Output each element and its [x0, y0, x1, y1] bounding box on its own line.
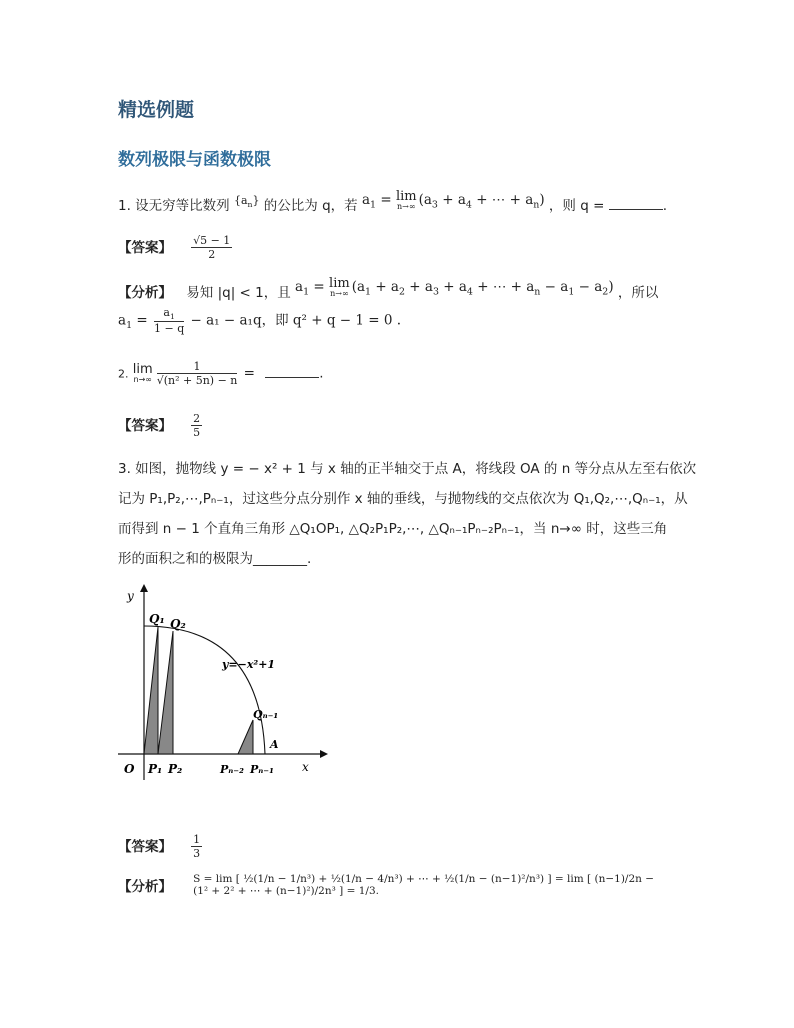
- question-1: 1. 设无穷等比数列 $^{\{a_n\}}$ 的公比为 q，若 $a_1$ = lim n→∞ ($a_3 + a_4$ + ⋯ + $a_n$) ，则 q = .: [118, 189, 667, 214]
- q3-answer-row: [118, 833, 204, 860]
- q2-fraction: $\frac{1}{\text{√(n² + 5n) − n}}$: [156, 360, 238, 388]
- label-pn2: Pₙ₋₂: [220, 763, 244, 776]
- q1-suffix: ，则 q =: [548, 198, 605, 214]
- q1-analysis-line2: $a_1$ = $\frac{a_1}{1 - q}$ − a₁ − a₁q，即 q² + q − 1 = 0 .: [118, 306, 402, 336]
- q3-line2: 记为 P₁,P₂,⋯,Pₙ₋₁，过这些分点分别作 x 轴的垂线，与抛物线的交点依次为 Q₁,Q₂,⋯,Qₙ₋₁，从: [118, 491, 688, 507]
- q1-answer-fraction: $\frac{√5 - 1}{2}$: [193, 234, 231, 262]
- label-q1: Q₁: [149, 612, 165, 626]
- q2-answer-label: 【答案】: [118, 418, 172, 435]
- x-axis-arrow: [320, 750, 328, 758]
- label-pn1: Pₙ₋₁: [250, 763, 274, 776]
- q3-analysis-row: [118, 873, 678, 897]
- parabola-figure: [110, 580, 330, 785]
- label-origin: O: [124, 762, 135, 776]
- q1-analysis-tail: ，所以: [617, 285, 659, 301]
- q1-answer-row: [118, 234, 234, 261]
- triangle-qn1-pn2-pn1: [238, 720, 253, 754]
- label-x: x: [302, 760, 309, 774]
- q3-line1: 3. 如图，抛物线 y = − x² + 1 与 x 轴的正半轴交于点 A，将线段 OA 的 n 等分点从左至右依次: [118, 461, 697, 477]
- label-p1: P₁: [148, 762, 163, 776]
- label-y: y: [127, 589, 134, 603]
- label-q2: Q₂: [170, 617, 186, 631]
- q1-formula: $a_1$ = lim n→∞ ($a_3 + a_4$ + ⋯ + $a_n$): [361, 189, 545, 211]
- q1-analysis-row: [118, 277, 658, 303]
- q3-analysis-formula: S = lim [ ½(1/n − 1/n³) + ½(1/n − 4/n³) + ⋯ + ½(1/n − (n−1)²/n³) ] = lim [ (n−1)/2n − (1² + 2² + ⋯ + (n−1)²)/2n³ ] = 1/3.: [193, 873, 655, 897]
- q2-answer-row: [118, 412, 204, 439]
- q3-answer-fraction: $\frac{1}{3}$: [193, 833, 201, 861]
- q3-line4: 形的面积之和的极限为________.: [118, 551, 312, 567]
- q1-analysis-label: 【分析】: [118, 285, 172, 301]
- subsection-title: 数列极限与函数极限: [118, 150, 271, 170]
- q3-analysis-label: 【分析】: [118, 879, 172, 895]
- q1-blank: [609, 195, 663, 210]
- q3-line3: 而得到 n − 1 个直角三角形 △Q₁OP₁, △Q₂P₁P₂,⋯, △Qₙ₋₁Pₙ₋₂Pₙ₋₁，当 n→∞ 时，这些三角: [118, 521, 668, 537]
- triangle-q2-p1-p2: [158, 631, 173, 754]
- q2-blank: [265, 363, 319, 378]
- triangle-q1-o-p1: [144, 627, 158, 754]
- section-title: 精选例题: [118, 99, 195, 121]
- q1-seq: {an}: [233, 194, 260, 210]
- label-qn1: Qₙ₋₁: [253, 708, 279, 721]
- label-a: A: [270, 738, 279, 751]
- label-curve: y=−x²+1: [222, 658, 276, 671]
- q2-prefix: 2.: [118, 367, 129, 381]
- q1-answer-label: 【答案】: [118, 240, 172, 257]
- q1-analysis-formula: $a_1$ = lim n→∞ ($a_1 + a_2 + a_3 + a_4$ + ⋯ + $a_n - a_1 - a_2$): [295, 276, 614, 298]
- q1-mid: 的公比为 q，若: [263, 198, 358, 214]
- q1-analysis-intro: 易知 |q| < 1，且: [186, 285, 291, 301]
- q3-answer-label: 【答案】: [118, 839, 172, 856]
- q1-prefix: 1. 设无穷等比数列: [118, 198, 230, 214]
- y-axis-arrow: [140, 584, 148, 592]
- q2-answer-fraction: $\frac{2}{5}$: [193, 412, 201, 440]
- label-p2: P₂: [168, 762, 183, 776]
- question-2: 2. lim n→∞ $\frac{1}{\text{√(n² + 5n) − n}}$ = .: [118, 360, 324, 388]
